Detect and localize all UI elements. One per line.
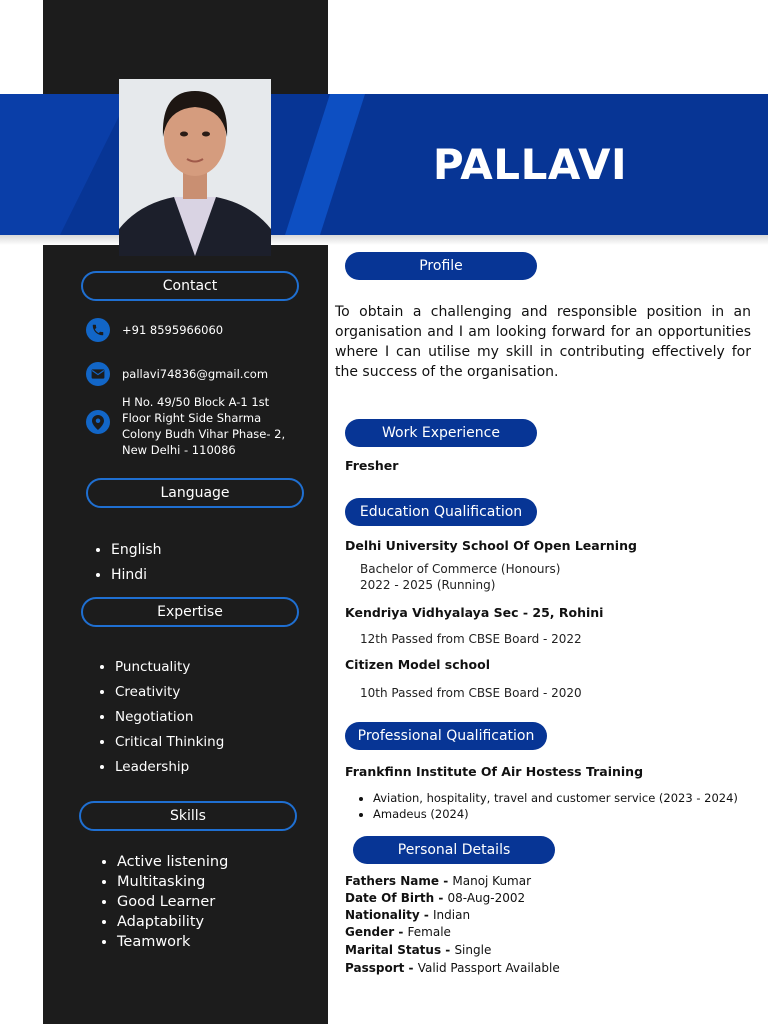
expertise-list bbox=[97, 655, 224, 780]
personal-row-passport: Passport - Valid Passport Available bbox=[345, 961, 560, 975]
personal-row-marital: Marital Status - Single bbox=[345, 943, 492, 957]
list-item: • Multitasking bbox=[117, 872, 228, 892]
phone-number: +91 8595966060 bbox=[122, 323, 224, 337]
list-item: • Negotiation bbox=[115, 705, 224, 730]
list-item: • Amadeus (2024) bbox=[373, 806, 738, 822]
candidate-name: PALLAVI bbox=[432, 140, 628, 189]
list-item: • Teamwork bbox=[117, 932, 228, 952]
address-line: New Delhi - 110086 bbox=[122, 443, 236, 457]
skills-list bbox=[99, 852, 228, 952]
work-experience-text: Fresher bbox=[345, 458, 399, 473]
education-school: Citizen Model school bbox=[345, 657, 491, 672]
list-item: • Good Learner bbox=[117, 892, 228, 912]
address-block bbox=[122, 394, 285, 458]
professional-list bbox=[355, 790, 738, 822]
list-item: • Aviation, hospitality, travel and customer service (2023 - 2024) bbox=[373, 790, 738, 806]
list-item: • English bbox=[111, 538, 162, 563]
address-line: Floor Right Side Sharma bbox=[122, 411, 262, 425]
list-item: • Adaptability bbox=[117, 912, 228, 932]
list-item: • Hindi bbox=[111, 563, 162, 588]
contact-heading: Contact bbox=[81, 271, 299, 301]
skills-heading: Skills bbox=[79, 801, 297, 831]
address-line: Colony Budh Vihar Phase- 2, bbox=[122, 427, 286, 441]
personal-row-gender: Gender - Female bbox=[345, 925, 451, 939]
work-experience-heading: Work Experience bbox=[345, 419, 537, 447]
phone-icon bbox=[86, 318, 110, 342]
list-item: • Leadership bbox=[115, 755, 224, 780]
education-detail: Bachelor of Commerce (Honours) 2022 - 2025 (Running) bbox=[360, 562, 561, 592]
list-item: • Creativity bbox=[115, 680, 224, 705]
list-item: • Punctuality bbox=[115, 655, 224, 680]
personal-details-heading: Personal Details bbox=[353, 836, 555, 864]
email-icon bbox=[86, 362, 110, 386]
list-item: • Active listening bbox=[117, 852, 228, 872]
email-address: pallavi74836@gmail.com bbox=[122, 367, 269, 381]
expertise-heading: Expertise bbox=[81, 597, 299, 627]
education-school: Delhi University School Of Open Learning bbox=[345, 538, 637, 553]
professional-heading: Professional Qualification bbox=[345, 722, 547, 750]
personal-row-father: Fathers Name - Manoj Kumar bbox=[345, 874, 532, 888]
education-detail: 10th Passed from CBSE Board - 2020 bbox=[360, 686, 582, 700]
language-heading: Language bbox=[86, 478, 304, 508]
contact-email bbox=[86, 362, 268, 386]
education-school: Kendriya Vidhyalaya Sec - 25, Rohini bbox=[345, 605, 604, 620]
language-list bbox=[93, 538, 162, 588]
personal-row-dob: Date Of Birth - 08-Aug-2002 bbox=[345, 891, 526, 905]
location-icon bbox=[86, 410, 110, 434]
profile-heading: Profile bbox=[345, 252, 537, 280]
education-detail: 12th Passed from CBSE Board - 2022 bbox=[360, 632, 582, 646]
list-item: • Critical Thinking bbox=[115, 730, 224, 755]
profile-text: To obtain a challenging and responsible position in an organisation and I am looking forward for an opportunities where I can utilise my skill in contributing effectively for the success of the organisation. bbox=[335, 304, 751, 380]
contact-phone bbox=[86, 318, 223, 342]
education-heading: Education Qualification bbox=[345, 498, 537, 526]
profile-photo bbox=[119, 79, 271, 256]
contact-address bbox=[86, 394, 285, 458]
personal-row-nationality: Nationality - Indian bbox=[345, 908, 471, 922]
professional-institute: Frankfinn Institute Of Air Hostess Training bbox=[345, 764, 644, 779]
address-line: H No. 49/50 Block A-1 1st bbox=[122, 395, 270, 409]
banner-shadow bbox=[0, 235, 768, 245]
